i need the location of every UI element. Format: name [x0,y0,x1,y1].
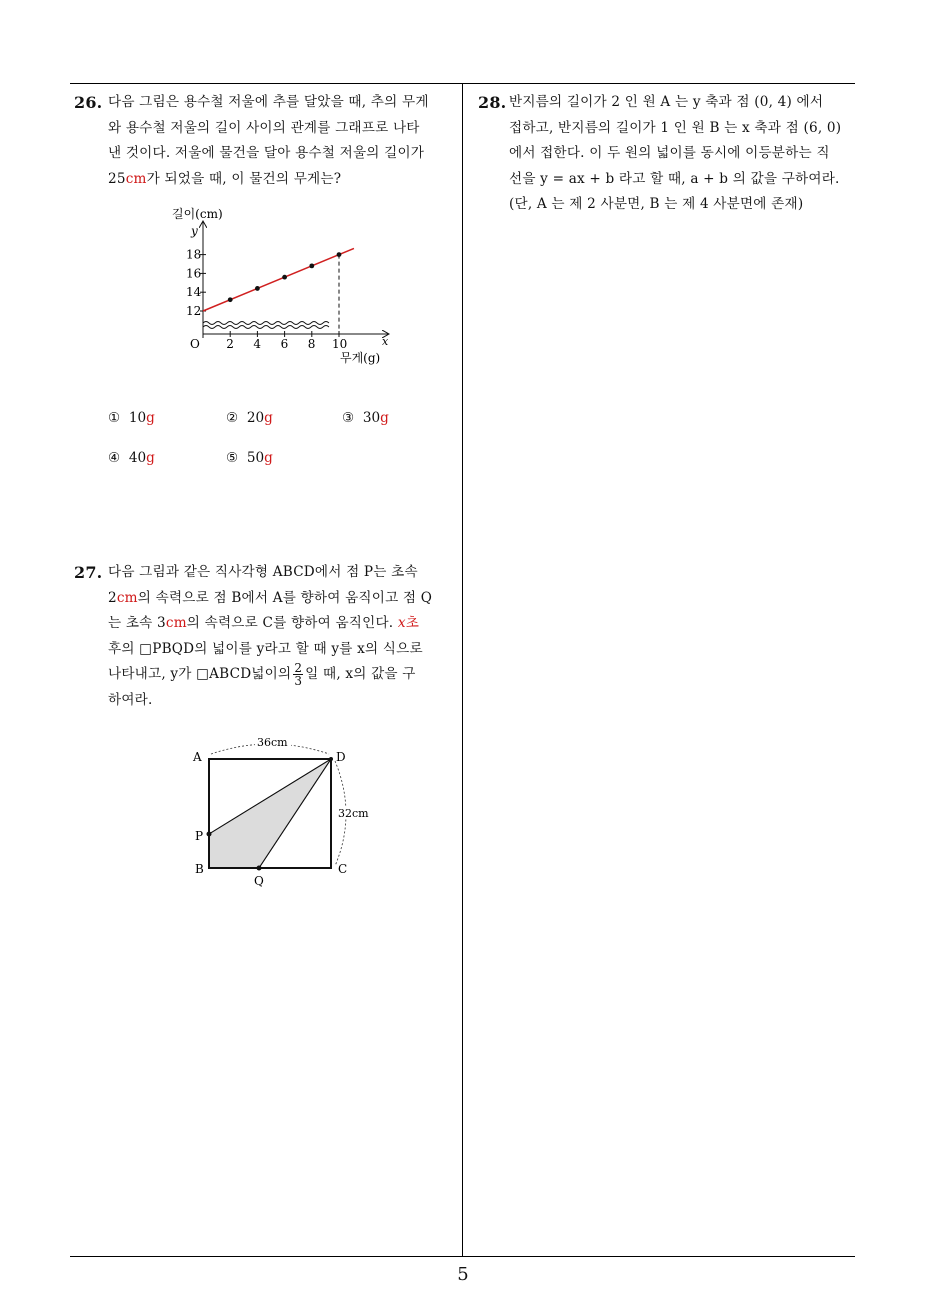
question-text [509,90,860,218]
choice-mark: ④ [108,450,121,466]
x-tick-label: 10 [332,337,348,351]
length-value: 25 [108,170,126,187]
text-line: (단, A 는 제 2 사분면, B 는 제 4 사분면에 존재) [509,196,804,212]
choice-3[interactable] [342,410,389,426]
text-line: 다음 그림과 같은 직사각형 ABCD에서 점 P는 초속 [108,564,418,580]
text-rest: 의 속력으로 점 B에서 A를 향하여 움직이고 점 Q [137,589,433,606]
point-Q [257,866,262,871]
choice-unit: g [264,450,273,466]
speed-unit: cm [116,589,138,606]
choice-mark: ① [108,410,121,426]
axis-break [203,326,329,329]
fraction-denominator: 3 [294,674,303,688]
data-point [309,263,314,268]
text-line: 접하고, 반지름의 길이가 1 인 원 B 는 x 축과 점 (6, 0) [509,119,842,136]
text-line: 에서 접한다. 이 두 원의 넓이를 동시에 이등분하는 직 [509,145,830,161]
choice-mark: ⑤ [226,450,239,466]
text-line: 반지름의 길이가 2 인 원 A 는 y 축과 점 (0, 4) 에서 [509,94,824,110]
data-point [228,297,233,302]
y-tick-label: 14 [186,285,202,300]
label-B: B [195,862,204,876]
choice-2[interactable] [226,410,273,426]
text-part: 의 속력으로 C를 향하여 움직인다. [186,615,394,631]
fraction [293,662,303,687]
question-28 [478,90,860,230]
text-line [108,611,456,637]
data-point [282,275,287,280]
right-length-label: 32cm [338,807,369,820]
label-C: C [338,862,348,876]
text-rest: 가 되었을 때, 이 물건의 무게는? [146,170,342,187]
speed-value: 2 [108,589,117,606]
choice-4[interactable] [108,450,155,466]
choice-mark: ② [226,410,239,426]
choice-1[interactable] [108,410,155,426]
y-axis-title: 길이(cm) [172,207,223,221]
x-tick-label: 6 [280,337,289,351]
speed-unit: cm [165,615,187,631]
question-text [108,90,456,192]
choice-value: 20 [246,410,265,426]
y-tick-label: 18 [186,247,202,262]
text-line [108,662,456,688]
question-number: 27. [74,563,103,582]
y-axis-variable: y [191,224,198,238]
text-line: 하여라. [108,691,153,708]
point-D [329,757,333,761]
spring-length-graph [160,200,400,375]
point-P [207,832,212,837]
column-divider [462,83,463,1257]
text-part: 나타내고, y가 □ABCD넓이의 [108,666,292,682]
series-line [203,248,354,311]
x-axis-variable: x [382,335,389,348]
label-Q: Q [254,874,264,888]
origin-label: O [190,337,200,351]
answer-choices [108,410,448,470]
question-26 [74,90,456,200]
data-point [337,252,342,257]
question-text [108,560,456,713]
text-line: 선을 y = ax + b 라고 할 때, a + b 의 값을 구하여라. [509,170,840,187]
fraction-numerator: 2 [294,661,303,675]
choice-unit: g [146,410,155,426]
label-D: D [336,750,346,764]
top-length-label: 36cm [257,736,288,749]
choice-value: 40 [128,450,147,466]
text-line: 낸 것이다. 저울에 물건을 달아 용수철 저울의 길이가 [108,145,425,161]
choice-value: 50 [246,450,265,466]
choice-unit: g [380,410,389,426]
x-tick-label: 4 [253,337,262,351]
choice-5[interactable] [226,450,273,466]
question-number: 26. [74,93,103,112]
label-P: P [195,829,204,843]
choice-unit: g [264,410,273,426]
x-axis-title: 무게(g) [340,351,381,365]
length-unit: cm [125,170,147,187]
choice-value: 30 [362,410,381,426]
question-27 [74,560,456,720]
choice-mark: ③ [342,410,355,426]
page-number: 5 [457,1264,469,1285]
rectangle-figure [185,730,385,890]
text-part: 는 초속 3 [108,615,166,631]
text-line [108,167,456,193]
label-A: A [193,750,202,764]
y-tick-label: 16 [186,266,202,281]
data-point [255,286,260,291]
choice-unit: g [146,450,155,466]
y-tick-label: 12 [186,304,202,318]
text-line: 다음 그림은 용수철 저울에 추를 달았을 때, 추의 무게 [108,94,429,110]
axis-break [203,322,329,325]
choice-value: 10 [128,410,147,426]
x-tick-label: 8 [307,337,316,351]
text-line [108,586,456,612]
time-unit: 초 [405,615,420,631]
text-line: 와 용수철 저울의 길이 사이의 관계를 그래프로 나타 [108,119,420,136]
text-part: 일 때, x의 값을 구 [305,666,416,682]
question-number: 28. [478,93,507,112]
x-tick-label: 2 [226,337,234,351]
text-line: 후의 □PBQD의 넓이를 y라고 할 때 y를 x의 식으로 [108,640,423,657]
time-variable: x [397,615,406,631]
